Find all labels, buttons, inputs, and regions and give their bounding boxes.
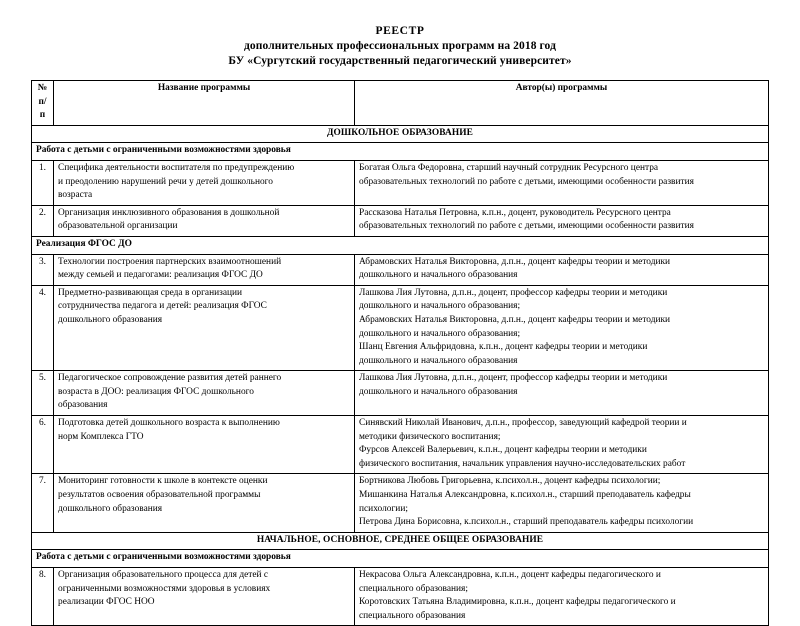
- document-title-block: [0, 0, 800, 69]
- program-name-line: дошкольного образования: [58, 314, 163, 325]
- program-name-line: образования: [58, 400, 108, 411]
- row-number: 1.: [32, 160, 54, 205]
- program-author-cell: [355, 285, 769, 371]
- sub-section-label: Работа с детьми с ограниченными возможностями здоровья: [32, 143, 769, 161]
- row-number: 6.: [32, 416, 54, 474]
- table-header-row: [32, 81, 769, 126]
- page-subtitle-year: дополнительных профессиональных программ на 2018 год: [244, 40, 556, 52]
- program-author-line: Лашкова Лия Лутовна, д.п.н., доцент, профессор кафедры теории и методики: [359, 373, 668, 384]
- row-number: 5.: [32, 371, 54, 416]
- program-name-line: сотрудничества педагога и детей: реализация ФГОС: [58, 301, 267, 312]
- program-author-cell: [355, 371, 769, 416]
- program-name-cell: [54, 254, 355, 285]
- program-name-line: Мониторинг готовности к школе в контексте оценки: [58, 476, 268, 487]
- program-name-line: и преодолению нарушений речи у детей дошкольного: [58, 176, 273, 187]
- program-author-line: Коротовских Татьяна Владимировна, к.п.н., доцент кафедры педагогического и: [359, 597, 676, 608]
- program-author-line: Шанц Евгения Альфридовна, к.п.н., доцент кафедры теории и методики: [359, 342, 648, 353]
- row-number: 8.: [32, 568, 54, 626]
- program-name-cell: [54, 160, 355, 205]
- program-author-line: дошкольного и начального образования: [359, 355, 518, 366]
- program-author-line: образовательных технологий по работе с детьми, имеющими особенности развития: [359, 221, 694, 232]
- sub-section-row: [32, 236, 769, 254]
- program-name-line: результатов освоения образовательной программы: [58, 490, 261, 501]
- table-row: [32, 205, 769, 236]
- program-name-cell: [54, 474, 355, 532]
- table-row: [32, 474, 769, 532]
- column-header-number-line1: №: [37, 83, 48, 93]
- program-name-line: Педагогическое сопровождение развития детей раннего: [58, 373, 282, 384]
- program-author-line: методики физического воспитания;: [359, 431, 501, 442]
- sub-section-label: Реализация ФГОС ДО: [32, 236, 769, 254]
- program-author-cell: [355, 568, 769, 626]
- program-author-line: специального образования: [359, 610, 466, 621]
- row-number: 3.: [32, 254, 54, 285]
- program-author-cell: [355, 474, 769, 532]
- program-author-line: дошкольного и начального образования;: [359, 328, 521, 339]
- sub-section-row: [32, 550, 769, 568]
- program-name-line: Организация образовательного процесса для детей с: [58, 570, 269, 580]
- program-author-line: Лашкова Лия Лутовна, д.п.н., доцент, профессор кафедры теории и методики: [359, 287, 668, 298]
- program-name-line: возраста: [58, 190, 93, 201]
- major-section-row: [32, 532, 769, 550]
- program-author-line: психологии;: [359, 503, 408, 514]
- table-row: [32, 285, 769, 371]
- program-author-line: физического воспитания, начальник управления научно-исследовательских работ: [359, 458, 686, 469]
- program-name-line: Подготовка детей дошкольного возраста к выполнению: [58, 418, 280, 429]
- program-author-cell: [355, 254, 769, 285]
- registry-table-body: [32, 125, 769, 626]
- program-author-line: специального образования;: [359, 583, 468, 594]
- table-row: [32, 254, 769, 285]
- program-name-line: Организация инклюзивного образования в дошкольной: [58, 207, 280, 218]
- program-name-line: ограниченными возможностями здоровья в условиях: [58, 583, 271, 594]
- program-name-cell: [54, 205, 355, 236]
- row-number: 7.: [32, 474, 54, 532]
- program-author-cell: [355, 416, 769, 474]
- program-name-line: Специфика деятельности воспитателя по предупреждению: [58, 162, 295, 173]
- program-author-line: Богатая Ольга Федоровна, старший научный сотрудник Ресурсного центра: [359, 162, 659, 173]
- program-name-cell: [54, 568, 355, 626]
- program-author-line: образовательных технологий по работе с детьми, имеющими особенности развития: [359, 176, 694, 187]
- program-author-line: дошкольного и начального образования: [359, 270, 518, 281]
- program-author-line: Некрасова Ольга Александровна, к.п.н., доцент кафедры педагогического и: [359, 570, 661, 580]
- program-author-cell: [355, 160, 769, 205]
- column-header-program-author: Автор(ы) программы: [355, 81, 769, 126]
- major-section-row: [32, 125, 769, 143]
- program-name-line: реализации ФГОС НОО: [58, 597, 155, 608]
- program-name-line: Предметно-развивающая среда в организации: [58, 287, 243, 298]
- program-author-line: Фурсов Алексей Валерьевич, к.п.н., доцент кафедры теории и методики: [359, 445, 647, 456]
- program-name-line: образовательной организации: [58, 221, 178, 232]
- table-row: [32, 568, 769, 626]
- table-row: [32, 416, 769, 474]
- program-author-line: Бортникова Любовь Григорьевна, к.психол.н., доцент кафедры психологии;: [359, 476, 661, 487]
- column-header-number-line2: п/п: [38, 96, 47, 121]
- page-title: РЕЕСТР: [375, 25, 425, 37]
- row-number: 4.: [32, 285, 54, 371]
- row-number: 2.: [32, 205, 54, 236]
- program-name-line: между семьей и педагогами: реализация ФГОС ДО: [58, 270, 263, 281]
- program-name-line: возраста в ДОО: реализация ФГОС дошкольного: [58, 386, 254, 397]
- program-name-line: норм Комплекса ГТО: [58, 431, 144, 442]
- program-name-cell: [54, 416, 355, 474]
- major-section-label: НАЧАЛЬНОЕ, ОСНОВНОЕ, СРЕДНЕЕ ОБЩЕЕ ОБРАЗОВАНИЕ: [32, 532, 769, 550]
- sub-section-row: [32, 143, 769, 161]
- table-row: [32, 371, 769, 416]
- program-author-line: Абрамовских Наталья Викторовна, д.п.н., доцент кафедры теории и методики: [359, 256, 671, 267]
- program-author-cell: [355, 205, 769, 236]
- registry-table: [31, 80, 769, 626]
- column-header-program-name: Название программы: [54, 81, 355, 126]
- program-author-line: Мишанкина Наталья Александровна, к.психол.н., старший преподаватель кафедры: [359, 490, 691, 501]
- table-row: [32, 160, 769, 205]
- major-section-label: ДОШКОЛЬНОЕ ОБРАЗОВАНИЕ: [32, 125, 769, 143]
- column-header-number: [32, 81, 54, 126]
- program-author-line: Абрамовских Наталья Викторовна, д.п.н., доцент кафедры теории и методики: [359, 314, 671, 325]
- program-author-line: Петрова Дина Борисовна, к.психол.н., старший преподаватель кафедры психологии: [359, 517, 694, 528]
- program-name-cell: [54, 285, 355, 371]
- program-name-line: дошкольного образования: [58, 503, 163, 514]
- program-name-line: Технологии построения партнерских взаимоотношений: [58, 256, 282, 267]
- program-author-line: дошкольного и начального образования: [359, 386, 518, 397]
- program-author-line: дошкольного и начального образования;: [359, 301, 521, 312]
- program-author-line: Синявский Николай Иванович, д.п.н., профессор, заведующий кафедрой теории и: [359, 418, 687, 429]
- page-subtitle-institution: БУ «Сургутский государственный педагогический университет»: [228, 55, 572, 67]
- sub-section-label: Работа с детьми с ограниченными возможностями здоровья: [32, 550, 769, 568]
- program-name-cell: [54, 371, 355, 416]
- program-author-line: Рассказова Наталья Петровна, к.п.н., доцент, руководитель Ресурсного центра: [359, 207, 671, 218]
